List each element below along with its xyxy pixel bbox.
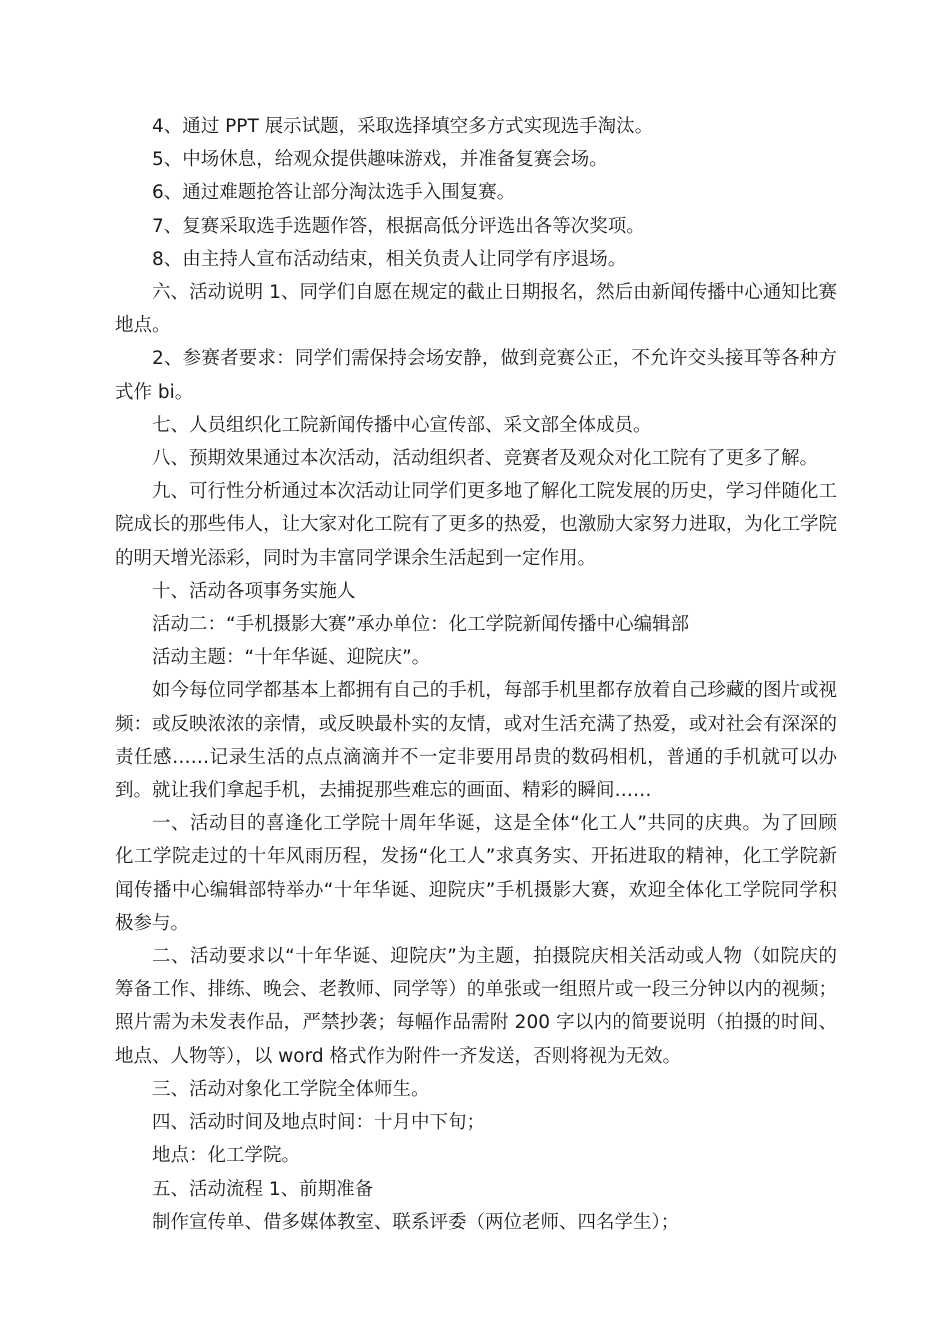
section-heading: 十、活动各项事务实施人 bbox=[152, 580, 356, 602]
paragraph: 6、通过难题抢答让部分淘汰选手入围复赛。 bbox=[152, 182, 516, 204]
paragraph: 8、由主持人宣布活动结束，相关负责人让同学有序退场。 bbox=[152, 248, 627, 270]
paragraph: 九、可行性分析通过本次活动让同学们更多地了解化工院发展的历史，学习伴随化工院成长的那些伟人，让大家对化工院有了更多的热爱，也激励大家努力进取，为化工学院的明天增光添彩，同时为丰富同学课余生活起到一定作用。 bbox=[115, 481, 837, 569]
paragraph: 六、活动说明 1、同学们自愿在规定的截止日期报名，然后由新闻传播中心通知比赛地点。 bbox=[115, 282, 837, 337]
paragraph: 八、预期效果通过本次活动，活动组织者、竞赛者及观众对化工院有了更多了解。 bbox=[152, 448, 819, 470]
paragraph: 二、活动要求以“十年华诞、迎院庆”为主题，拍摄院庆相关活动或人物（如院庆的筹备工作、排练、晚会、老教师、同学等）的单张或一组照片或一段三分钟以内的视频；照片需为未发表作品，严禁抄袭；每幅作品需附 200 字以内的简要说明（拍摄的时间、地点、人物等），以 word 格式作为附件一齐发送，否则将视为无效。 bbox=[115, 946, 837, 1067]
paragraph: 2、参赛者要求：同学们需保持会场安静，做到竞赛公正，不允许交头接耳等各种方式作 bi。 bbox=[115, 348, 837, 403]
paragraph: 制作宣传单、借多媒体教室、联系评委（两位老师、四名学生）； bbox=[152, 1211, 680, 1233]
paragraph: 七、人员组织化工院新闻传播中心宣传部、采文部全体成员。 bbox=[152, 414, 652, 436]
paragraph: 四、活动时间及地点时间：十月中下旬； bbox=[152, 1112, 486, 1134]
paragraph: 7、复赛采取选手选题作答，根据高低分评选出各等次奖项。 bbox=[152, 215, 645, 237]
paragraph: 活动二：“手机摄影大赛”承办单位：化工学院新闻传播中心编辑部 bbox=[152, 614, 690, 636]
paragraph: 五、活动流程 1、前期准备 bbox=[152, 1178, 374, 1200]
paragraph: 地点：化工学院。 bbox=[152, 1145, 301, 1167]
paragraph: 如今每位同学都基本上都拥有自己的手机，每部手机里都存放着自己珍藏的图片或视频：或反映浓浓的亲情，或反映最朴实的友情，或对生活充满了热爱，或对社会有深深的责任感……记录生活的点点滴滴并不一定非要用昂贵的数码相机，普通的手机就可以办到。就让我们拿起手机，去捕捉那些难忘的画面、精彩的瞬间…… bbox=[115, 680, 837, 802]
paragraph: 一、活动目的喜逢化工学院十周年华诞，这是全体“化工人”共同的庆典。为了回顾化工学院走过的十年风雨历程，发扬“化工人”求真务实、开拓进取的精神，化工学院新闻传播中心编辑部特举办“十年华诞、迎院庆”手机摄影大赛，欢迎全体化工学院同学积极参与。 bbox=[115, 813, 837, 934]
document-body bbox=[115, 110, 837, 1239]
paragraph: 活动主题：“十年华诞、迎院庆”。 bbox=[152, 647, 431, 669]
paragraph: 4、通过 PPT 展示试题，采取选择填空多方式实现选手淘汰。 bbox=[152, 116, 654, 137]
paragraph: 5、中场休息，给观众提供趣味游戏，并准备复赛会场。 bbox=[152, 149, 608, 171]
paragraph: 三、活动对象化工学院全体师生。 bbox=[152, 1078, 430, 1100]
